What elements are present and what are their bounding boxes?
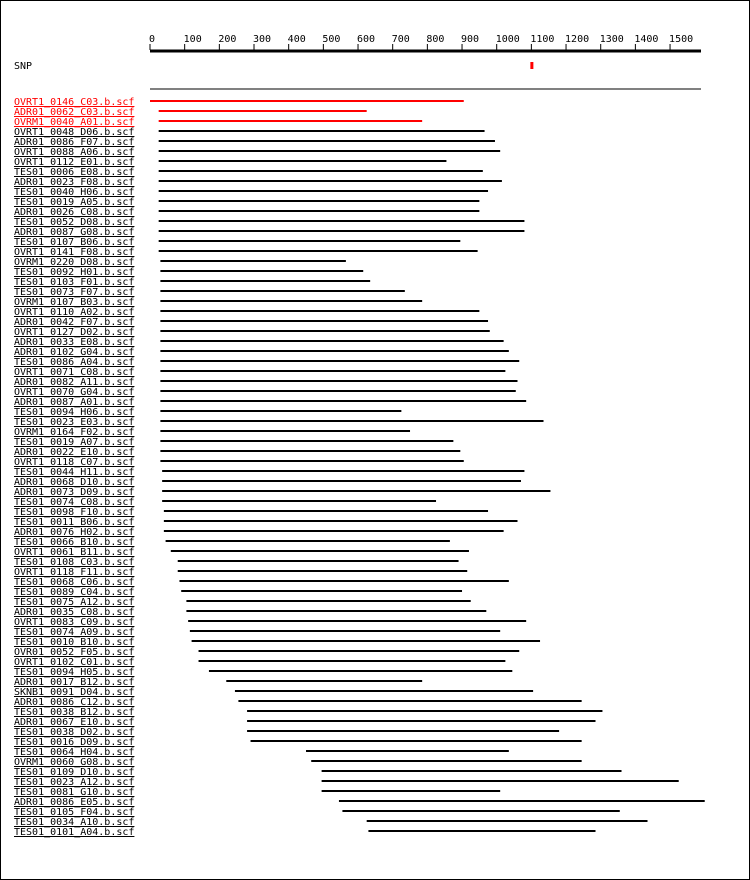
- read-name-link[interactable]: TES01_0074_A09.b.scf: [14, 627, 135, 638]
- scale-tick-label: 800: [426, 34, 445, 45]
- scale-tick-label: 1000: [495, 34, 520, 45]
- read-name-link[interactable]: TES01_0016_D09.b.scf: [14, 737, 135, 748]
- read-name-link[interactable]: TES01_0109_D10.b.scf: [14, 767, 135, 778]
- read-name-link[interactable]: ADR01_0062_C03.b.scf: [14, 107, 135, 118]
- read-name-link[interactable]: OVRT1_0070_G04.b.scf: [14, 387, 135, 398]
- read-name-link[interactable]: TES01_0075_A12.b.scf: [14, 597, 135, 608]
- read-track-list: [14, 97, 705, 838]
- scale-tick-label: 1300: [599, 34, 624, 45]
- read-name-link[interactable]: TES01_0073_F07.b.scf: [14, 287, 135, 298]
- read-name-link[interactable]: OVRT1_0112_E01.b.scf: [14, 157, 135, 168]
- read-name-link[interactable]: TES01_0068_C06.b.scf: [14, 577, 135, 588]
- read-name-link[interactable]: TES01_0066_B10.b.scf: [14, 537, 135, 548]
- read-name-link[interactable]: TES01_0038_D02.b.scf: [14, 727, 135, 738]
- read-name-link[interactable]: TES01_0023_E03.b.scf: [14, 417, 135, 428]
- read-name-link[interactable]: TES01_0098_F10.b.scf: [14, 507, 135, 518]
- read-name-link[interactable]: ADR01_0082_A11.b.scf: [14, 377, 135, 388]
- read-name-link[interactable]: ADR01_0068_D10.b.scf: [14, 477, 135, 488]
- read-name-link[interactable]: ADR01_0026_C08.b.scf: [14, 207, 135, 218]
- read-name-link[interactable]: ADR01_0033_E08.b.scf: [14, 337, 135, 348]
- read-name-link[interactable]: OVRT1_0118_F11.b.scf: [14, 567, 135, 578]
- read-name-link[interactable]: ADR01_0042_F07.b.scf: [14, 317, 135, 328]
- read-name-link[interactable]: TES01_0010_B10.b.scf: [14, 637, 135, 648]
- read-name-link[interactable]: OVRT1_0088_A06.b.scf: [14, 147, 135, 158]
- read-name-link[interactable]: OVRT1_0071_C08.b.scf: [14, 367, 135, 378]
- read-name-link[interactable]: TES01_0074_C08.b.scf: [14, 497, 135, 508]
- read-name-link[interactable]: ADR01_0017_B12.b.scf: [14, 677, 135, 688]
- read-name-link[interactable]: ADR01_0073_D09.b.scf: [14, 487, 135, 498]
- read-name-link[interactable]: OVR01_0052_F05.b.scf: [14, 647, 135, 658]
- read-name-link[interactable]: TES01_0108_C03.b.scf: [14, 557, 135, 568]
- read-name-link[interactable]: OVRT1_0141_F08.b.scf: [14, 247, 135, 258]
- scale-tick-label: 1400: [634, 34, 659, 45]
- scale-tick-label: 0: [149, 34, 156, 45]
- scale-tick-label: 500: [322, 34, 341, 45]
- read-name-link[interactable]: TES01_0040_H06.b.scf: [14, 187, 135, 198]
- scale-tick-label: 600: [357, 34, 376, 45]
- read-name-link[interactable]: TES01_0044_H11.b.scf: [14, 467, 135, 478]
- read-name-link[interactable]: OVRT1_0102_C01.b.scf: [14, 657, 135, 668]
- read-name-link[interactable]: TES01_0019_A07.b.scf: [14, 437, 135, 448]
- scale-tick-label: 700: [391, 34, 410, 45]
- read-name-link[interactable]: OVRM1_0164_F02.b.scf: [14, 427, 135, 438]
- read-name-link[interactable]: TES01_0023_A12.b.scf: [14, 777, 135, 788]
- read-name-link[interactable]: OVRT1_0083_C09.b.scf: [14, 617, 135, 628]
- read-name-link[interactable]: TES01_0094_H06.b.scf: [14, 407, 135, 418]
- read-name-link[interactable]: ADR01_0076_H02.b.scf: [14, 527, 135, 538]
- read-name-link[interactable]: OVRM1_0060_G08.b.scf: [14, 757, 135, 768]
- position-scale: [149, 34, 701, 51]
- read-name-link[interactable]: OVRM1_0107_B03.b.scf: [14, 297, 135, 308]
- read-name-link[interactable]: TES01_0064_H04.b.scf: [14, 747, 135, 758]
- read-name-link[interactable]: OVRT1_0048_D06.b.scf: [14, 127, 135, 138]
- read-name-link[interactable]: TES01_0006_E08.b.scf: [14, 167, 135, 178]
- read-name-link[interactable]: OVRT1_0118_C07.b.scf: [14, 457, 135, 468]
- read-name-link[interactable]: TES01_0019_A05.b.scf: [14, 197, 135, 208]
- read-name-link[interactable]: TES01_0086_A04.b.scf: [14, 357, 135, 368]
- read-name-link[interactable]: ADR01_0022_E10.b.scf: [14, 447, 135, 458]
- read-name-link[interactable]: ADR01_0087_A01.b.scf: [14, 397, 135, 408]
- read-name-link[interactable]: TES01_0081_G10.b.scf: [14, 787, 135, 798]
- snp-track-label: SNP: [14, 61, 33, 72]
- read-name-link[interactable]: TES01_0107_B06.b.scf: [14, 237, 135, 248]
- scale-tick-label: 1500: [669, 34, 694, 45]
- read-name-link[interactable]: TES01_0103_F01.b.scf: [14, 277, 135, 288]
- read-name-link[interactable]: OVRT1_0127_D02.b.scf: [14, 327, 135, 338]
- read-name-link[interactable]: TES01_0092_H01.b.scf: [14, 267, 135, 278]
- scale-tick-label: 1200: [565, 34, 590, 45]
- read-name-link[interactable]: ADR01_0023_F08.b.scf: [14, 177, 135, 188]
- read-name-link[interactable]: ADR01_0087_G08.b.scf: [14, 227, 135, 238]
- read-name-link[interactable]: TES01_0089_C04.b.scf: [14, 587, 135, 598]
- read-name-link[interactable]: OVRT1_0110_A02.b.scf: [14, 307, 135, 318]
- read-name-link[interactable]: TES01_0038_B12.b.scf: [14, 707, 135, 718]
- scale-tick-label: 400: [287, 34, 306, 45]
- read-name-link[interactable]: OVRM1_0220_D08.b.scf: [14, 257, 135, 268]
- read-name-link[interactable]: TES01_0052_D08.b.scf: [14, 217, 135, 228]
- read-name-link[interactable]: TES01_0105_F04.b.scf: [14, 807, 135, 818]
- read-name-link[interactable]: OVRM1_0040_A01.b.scf: [14, 117, 135, 128]
- read-name-link[interactable]: TES01_0101_A04.b.scf: [14, 827, 135, 838]
- read-name-link[interactable]: ADR01_0086_F07.b.scf: [14, 137, 135, 148]
- read-name-link[interactable]: SKNB1_0091_D04.b.scf: [14, 687, 135, 698]
- read-name-link[interactable]: TES01_0034_A10.b.scf: [14, 817, 135, 828]
- scale-tick-label: 200: [218, 34, 237, 45]
- scale-tick-label: 1100: [530, 34, 555, 45]
- snp-marker[interactable]: [530, 62, 533, 69]
- read-name-link[interactable]: ADR01_0035_C08.b.scf: [14, 607, 135, 618]
- read-row[interactable]: [14, 827, 596, 838]
- read-name-link[interactable]: OVRT1_0061_B11.b.scf: [14, 547, 135, 558]
- read-name-link[interactable]: ADR01_0086_E05.b.scf: [14, 797, 135, 808]
- scale-ticks: [149, 34, 693, 50]
- read-name-link[interactable]: TES01_0011_B06.b.scf: [14, 517, 135, 528]
- scale-tick-label: 100: [183, 34, 202, 45]
- scale-tick-label: 900: [461, 34, 480, 45]
- read-name-link[interactable]: TES01_0094_H05.b.scf: [14, 667, 135, 678]
- read-name-link[interactable]: ADR01_0086_C12.b.scf: [14, 697, 135, 708]
- read-name-link[interactable]: OVRT1_0146_C03.b.scf: [14, 97, 135, 108]
- scale-tick-label: 300: [253, 34, 272, 45]
- read-name-link[interactable]: ADR01_0067_E10.b.scf: [14, 717, 135, 728]
- read-name-link[interactable]: ADR01_0102_G04.b.scf: [14, 347, 135, 358]
